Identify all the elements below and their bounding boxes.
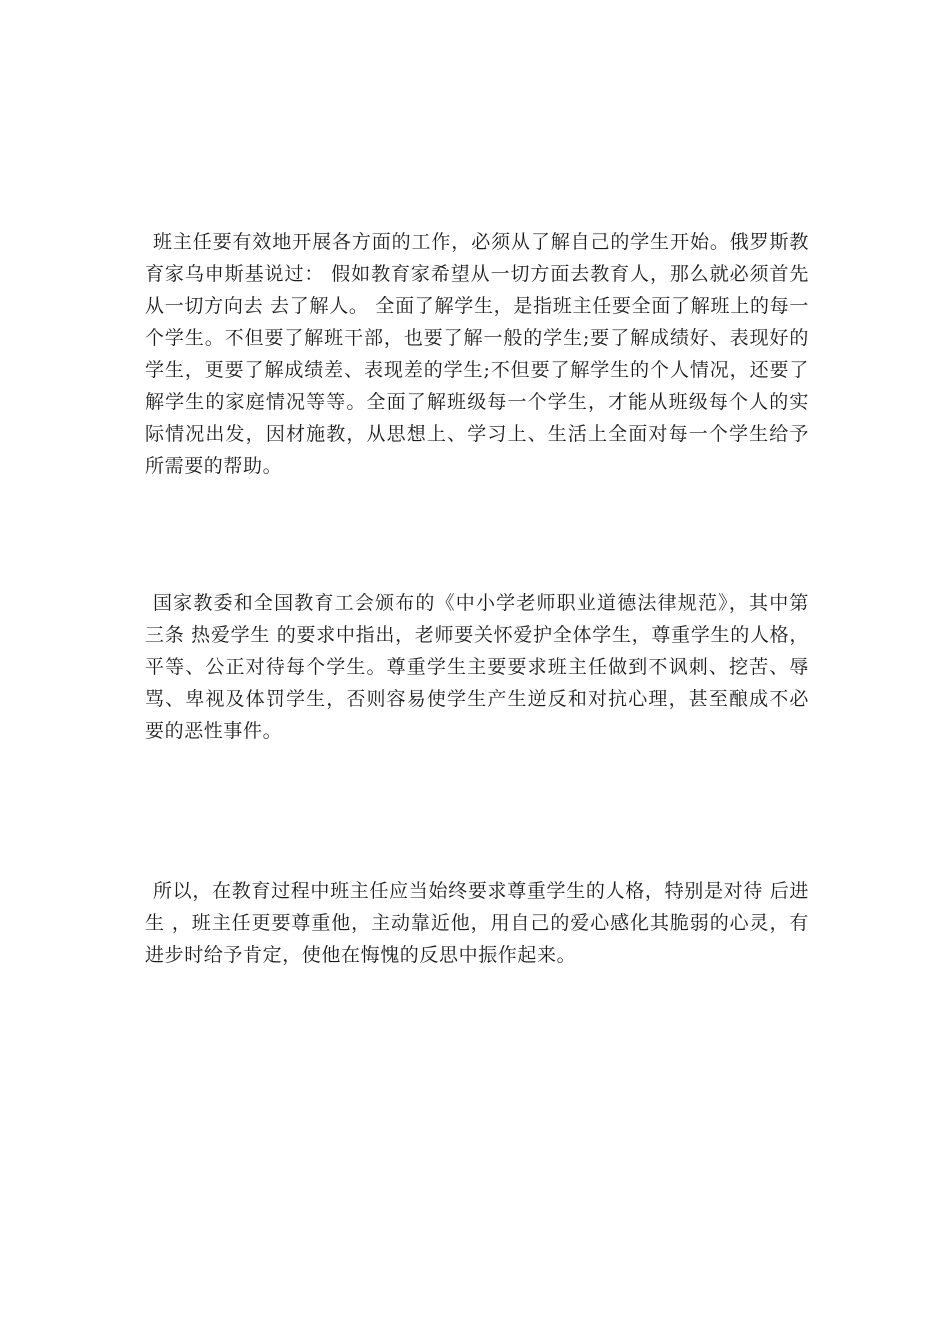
paragraph-conclusion: 所以，在教育过程中班主任应当始终要求尊重学生的人格，特别是对待 后进生 ，班主任更要尊重他，主动靠近他，用自己的爱心感化其脆弱的心灵，有进步时给予肯定，使他在悔愧的反思中振作起来。	[145, 880, 809, 966]
paragraph-respect-students: 国家教委和全国教育工会颁布的《中小学老师职业道德法律规范》，其中第三条 热爱学生 的要求中指出，老师要关怀爱护全体学生，尊重学生的人格，平等、公正对待每个学生。尊重学生主要要求班主任做到不讽刺、挖苦、辱骂、卑视及体罚学生，否则容易使学生产生逆反和对抗心理，甚至酿成不必要的恶性事件。	[145, 592, 809, 742]
paragraph-understand-students: 班主任要有效地开展各方面的工作，必须从了解自己的学生开始。俄罗斯教育家乌申斯基说过： 假如教育家希望从一切方面去教育人，那么就必须首先从一切方向去 去了解人。 全面了解学生，是指班主任要全面了解班上的每一个学生。不但要了解班干部，也要了解一般的学生;要了解成绩好、表现好的学生，更要了解成绩差、表现差的学生;不但要了解学生的个人情况，还要了解学生的家庭情况等等。全面了解班级每一个学生，才能从班级每个人的实际情况出发，因材施教，从思想上、学习上、生活上全面对每一个学生给予所需要的帮助。	[145, 231, 809, 477]
